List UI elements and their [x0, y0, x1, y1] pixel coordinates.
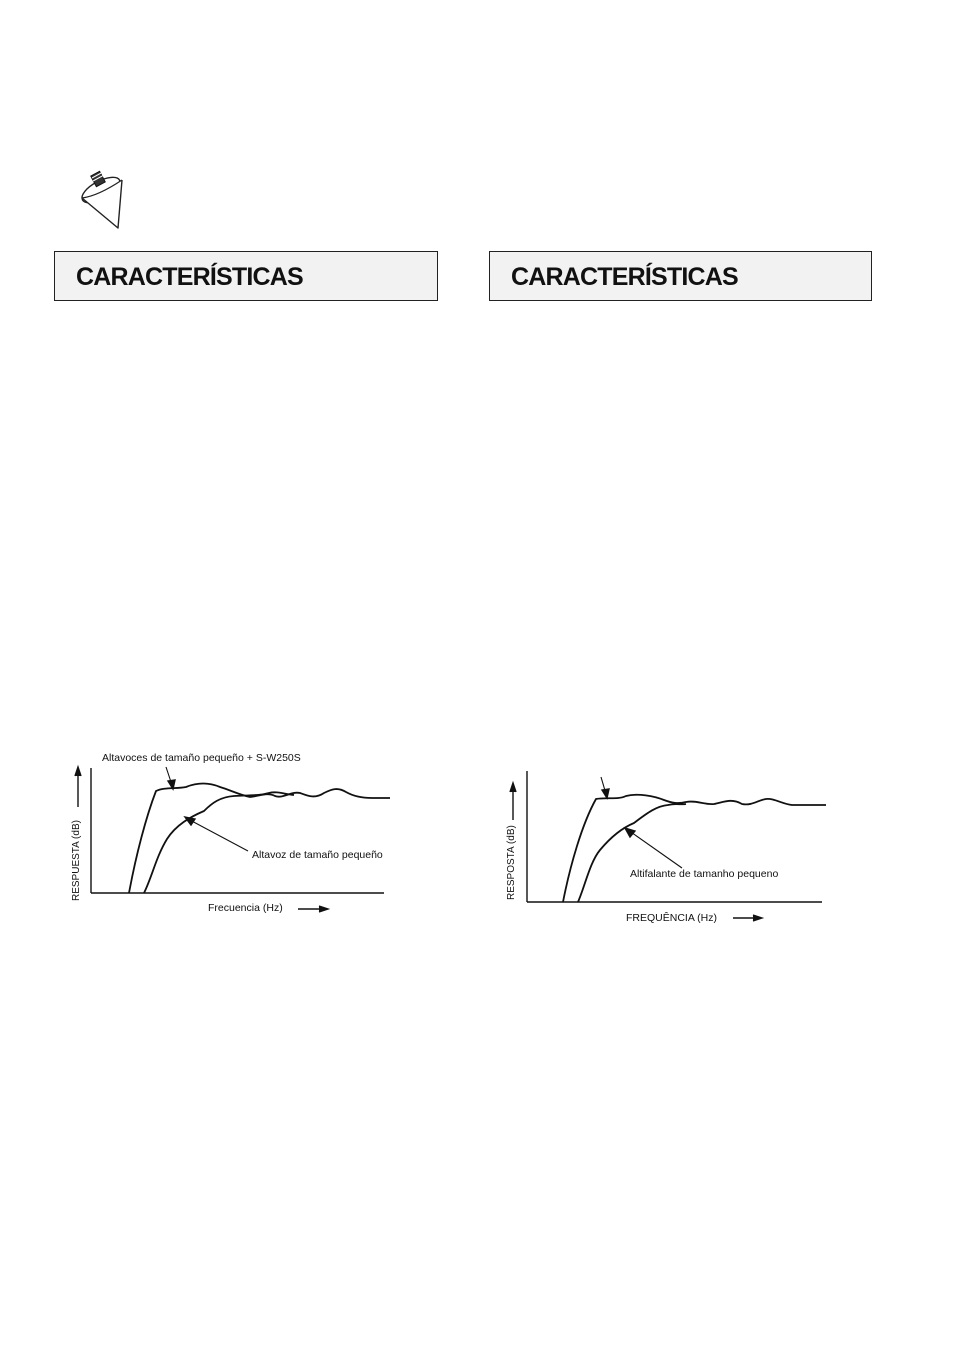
frequency-response-graph-es	[64, 745, 394, 925]
section-title-left: CARACTERÍSTICAS	[76, 263, 303, 291]
x-axis-arrowhead	[753, 915, 762, 921]
x-axis-label: FREQUÊNCIA (Hz)	[626, 912, 718, 924]
section-title-right: CARACTERÍSTICAS	[511, 263, 738, 291]
speaker-spike-icon	[78, 168, 138, 234]
x-axis-arrowhead	[319, 906, 328, 912]
small-label-arrowhead	[625, 828, 635, 837]
y-axis-arrowhead	[75, 767, 81, 776]
section-header-right	[489, 251, 872, 301]
frequency-response-graph-pt	[500, 762, 830, 930]
small-speaker-response-curve	[144, 792, 294, 893]
small-label-pointer	[188, 819, 248, 851]
section-header-left	[54, 251, 438, 301]
small-speaker-label: Altavoz de tamaño pequeño	[252, 849, 383, 861]
y-axis-label: RESPUESTA (dB)	[71, 820, 82, 901]
y-axis-label: RESPOSTA (dB)	[506, 825, 517, 900]
small-speaker-response-curve	[578, 804, 686, 902]
x-axis-label: Frecuencia (Hz)	[208, 902, 283, 914]
small-speaker-label: Altifalante de tamanho pequeno	[630, 868, 779, 880]
small-label-pointer	[628, 830, 682, 868]
combined-speaker-label: Altavoces de tamaño pequeño + S-W250S	[102, 752, 301, 764]
combined-label-arrowhead	[602, 789, 609, 798]
y-axis-arrowhead	[510, 783, 516, 792]
